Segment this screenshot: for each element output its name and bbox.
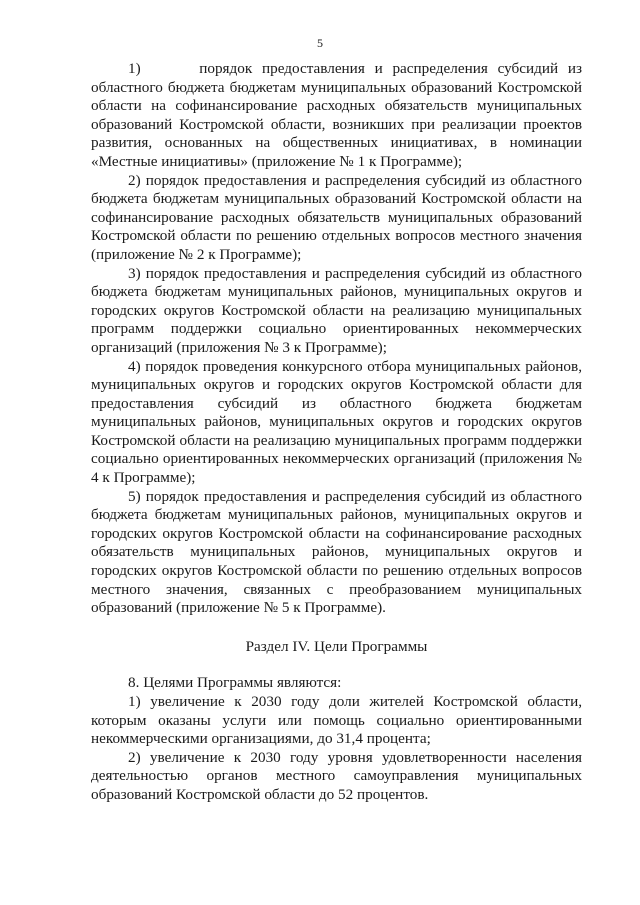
paragraph-item-3: 3) порядок предоставления и распределения субсидий из областного бюджета бюджетам муниципальных районов, муниципальных округов и городских округов Костромской области на реализацию муниципальных программ поддержки социально ориентированных некоммерческих организаций (приложения № 3 к Программе); bbox=[91, 264, 582, 356]
goal-item-1: 1) увеличение к 2030 году доли жителей Костромской области, которым оказаны услуги или помощь социально ориентированными некоммерческими организациями, до 31,4 процента; bbox=[91, 693, 582, 748]
page-number: 5 bbox=[317, 36, 323, 50]
paragraph-item-2: 2) порядок предоставления и распределения субсидий из областного бюджета бюджетам муниципальных образований Костромской области на софинансирование расходных обязательств муниципальных образований Костромской области по решению отдельных вопросов местного значения (приложение № 2 к Программе); bbox=[91, 171, 582, 263]
paragraph-item-5: 5) порядок предоставления и распределения субсидий из областного бюджета бюджетам муниципальных районов, муниципальных округов и городских округов Костромской области на софинансирование расходных обязательств муниципальных районов, муниципальных округов и городских округов Костромской области по решению отдельных вопросов местного значения, связанных с преобразованием муниципальных образований (приложение № 5 к Программе). bbox=[91, 487, 582, 617]
document-body bbox=[91, 60, 582, 805]
goals-intro: 8. Целями Программы являются: bbox=[128, 674, 342, 692]
goal-item-2: 2) увеличение к 2030 году уровня удовлетворенности населения деятельностью органов местного самоуправления муниципальных образований Костромской области до 52 процентов. bbox=[91, 748, 582, 803]
paragraph-item-4: 4) порядок проведения конкурсного отбора муниципальных районов, муниципальных округов и городских округов Костромской области для предоставления субсидий из областного бюджета бюджетам муниципальных районов, муниципальных округов и городских округов Костромской области на реализацию муниципальных программ поддержки социально ориентированных некоммерческих организаций (приложения № 4 к Программе); bbox=[91, 357, 582, 487]
section-heading: Раздел IV. Цели Программы bbox=[245, 637, 428, 655]
paragraph-item-1: 1) порядок предоставления и распределения субсидий из областного бюджета бюджетам муниципальных образований Костромской области на софинансирование расходных обязательств муниципальных образований Костромской области, возникших при реализации проектов развития, основанных на общественных инициативах, в номинации «Местные инициативы» (приложение № 1 к Программе); bbox=[91, 60, 582, 170]
